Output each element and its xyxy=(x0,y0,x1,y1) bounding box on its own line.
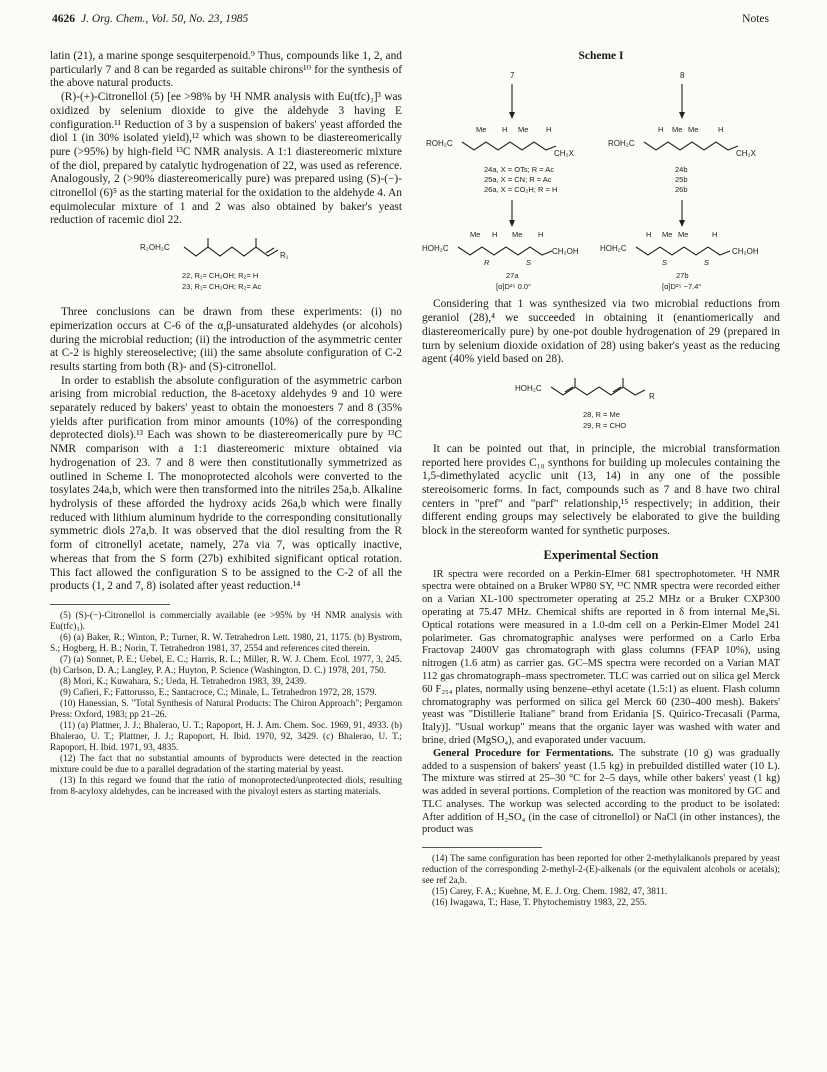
footnotes-left xyxy=(50,611,402,798)
compound-label-24b: 24b xyxy=(675,164,688,174)
footnote: (13) In this regard we found that the ratio of monoprotected/unprotected diols, resulting from 8-acyloxy aldehydes, can be increased with the pivaloyl esters as starting materials. xyxy=(50,775,402,797)
config-label: R xyxy=(484,257,490,267)
compound-label-26b: 26b xyxy=(675,184,688,194)
structure-28-29 xyxy=(501,375,701,435)
footnotes-right xyxy=(422,854,780,909)
h-label: H xyxy=(646,229,652,239)
struct-label-ch2x: CH₂X xyxy=(554,148,574,158)
struct-label-ch2oh: CH₂OH xyxy=(552,246,579,256)
methyl-label: Me xyxy=(688,124,699,134)
footnote: (10) Hanessian, S. "Total Synthesis of Natural Products: The Chiron Approach"; Pergamon Press: Oxford, 1983; pp 21–26. xyxy=(50,698,402,720)
arrow-head xyxy=(509,112,515,119)
carbon-chain xyxy=(644,142,738,150)
arrow-head xyxy=(509,220,515,227)
structure-22-23 xyxy=(126,236,326,298)
h-label: H xyxy=(492,229,498,239)
h-label: H xyxy=(658,124,664,134)
footnote: (12) The fact that no substantial amounts of byproducts were detected in the reaction mixture could be due to a parallel degradation of the starting material by yeast. xyxy=(50,753,402,775)
compound-label-23: 23, R₁= CH₂OH; R₂= Ac xyxy=(182,282,262,292)
page-number: 4626 xyxy=(52,13,75,25)
rotation-27a: [α]D²⁵ 0.0° xyxy=(496,281,532,291)
arrow-head xyxy=(679,220,685,227)
paragraph: In order to establish the absolute configuration of the asymmetric carbon arising from microbial reduction, the 8-acetoxy aldehydes 9 and 10 were separately reduced by bakers' yeast to obtain the monoesters 7 and 8 (35% yields after purification from minor amounts (10%) of the corresponding deprotected diols).¹³ Each was shown to be diastereomerically pure by ¹³C NMR comparison with a 1:1 diastereomeric mixture obtained via hydrogenation of 23. 7 and 8 were then constitutionally symmetrized as outlined in Scheme I. The monoprotected alcohols were converted to the tosylates 24a,b, which were then transformed into the nitriles 25a,b. Alkaline hydrolysis of these afforded the hydroxy acids 26a,b which were finally reduced with lithium aluminum hydride to the corresponding consitutionally symmetric diols 27a,b. It was observed that the diol resulting from the R form of citronellyl acetate, namely, 27a via 7, was optically inactive, whereas that from the S form (27b) exhibited significant optical rotation. This fact allowed the configuration S to be assigned to the C-2 of all the products (1, 2 and 7, 8) isolated after yeast reduction.¹⁴ xyxy=(50,374,402,593)
carbon-chain xyxy=(462,142,556,150)
section-label: Notes xyxy=(742,13,769,25)
struct-label-ch2x: CH₂X xyxy=(736,148,756,158)
paragraph: Three conclusions can be drawn from these experiments: (i) no epimerization occurs at C-6 of the α,β-unsaturated aldehydes (or alcohols) during the microbial reduction; (ii) the introduction of the asymmetric center at C-2 is highly stereoselective; (iii) the same absolute configuration of C-2 results starting from both (R)- and (S)-citronellol. xyxy=(50,306,402,373)
paragraph: IR spectra were recorded on a Perkin-Elmer 681 spectrophotometer. ¹H NMR spectra were obtained on a Bruker WP80 SY, ¹³C NMR spectra were recorded either on a Varian XL-100 spectrometer operating at 25.2 MHz or a Bruker CXP300 operating at 75.47 MHz. Chemical shifts are reported in δ from internal Me₄Si. Optical rotations were measured in a 1.0-dm cell on a Perkin-Elmer Model 241 polarimeter. Gas chromatographic analyses were performed on a Carlo Erba Fractovap 2400V gas chromatograph with glass columns (FFAP 10%), using nitrogen (1.6 atm) as carrier gas. GC–MS spectra were recorded on a Varian MAT 112 gas chromatograph–mass spectrometer. TLC was carried out on silica gel Merck 60 F₂₅₄ plates, normally using benzene–ethyl acetate (1.5:1) as eluent. Flash column chromatography was performed on silica gel Merck 60 (230–400 mesh). Bakers' yeast was "Distillerie Italiane" brand from Eridania [S. Quirico-Trecasali (Parma, Italy)]. "Usual workup" means that the organic layer was washed with water and brine, dried (MgSO₄), and evaporated under vacuum. xyxy=(422,568,780,746)
footnote: (16) Iwagawa, T.; Hase, T. Phytochemistry 1983, 22, 255. xyxy=(432,898,647,909)
running-header xyxy=(52,13,248,25)
config-label: S xyxy=(526,257,532,267)
scheme-title: Scheme I xyxy=(578,50,624,62)
paragraph-text: The substrate (10 g) was gradually added to a suspension of bakers' yeast (1.5 kg) in prebuilded distilled water (10 L). The mixture was stirred at 25–30 °C for 2–5 days, while other bakers' yeast (1 kg) was added in several portions. Completion of the reaction was monitored by GC and TLC analyses. The workup was selected according to the product to be isolated: After addition of H₂SO₄ (in the case of citronellol) or NaCl (in other instances), the product was xyxy=(422,747,780,836)
scheme-compound-8: 8 xyxy=(680,70,685,80)
run-in-heading: General Procedure for Fermentations. xyxy=(433,747,614,759)
methyl-label: Me xyxy=(678,229,689,239)
compound-label-27a: 27a xyxy=(506,270,519,280)
footnote: (5) (S)-(−)-Citronellol is commercially available (ee >95% by ¹H NMR analysis with Eu(tfc)₃). xyxy=(50,610,402,632)
methyl-label: Me xyxy=(476,124,487,134)
double-bond xyxy=(266,248,274,253)
footnote: (6) (a) Baker, R.; Winton, P.; Turner, R. W. Tetrahedron Lett. 1980, 21, 1175. (b) Bystrom, S.; Hogberg, H. B.; Norin, T. Tetrahedron 1981, 37, 2554 and references cited therein. xyxy=(50,632,402,654)
compound-label-24a: 24a, X = OTs; R = Ac xyxy=(484,164,555,174)
struct-label-r2: R₂OH₂C xyxy=(140,243,170,253)
config-label: S xyxy=(704,257,710,267)
compound-label-26a: 26a, X = CO₂H; R = H xyxy=(484,184,558,194)
arrow-head xyxy=(679,112,685,119)
methyl-label: Me xyxy=(672,124,683,134)
journal-citation: J. Org. Chem., Vol. 50, No. 23, 1985 xyxy=(81,13,249,25)
footnote: (11) (a) Plattner, J. J.; Bhalerao, U. T.; Rapoport, H. J. Am. Chem. Soc. 1969, 91, 4933. (b) Bhalerao, U. T.; Plattner, J. J.; Rapoport, H. Ibid. 1970, 92, 3429. (c) Bhalerao, U. T.; Rapoport, H. Ibid. 1971, 93, 4835. xyxy=(50,720,402,753)
compound-label-25b: 25b xyxy=(675,174,688,184)
carbon-chain xyxy=(184,247,278,256)
carbon-chain xyxy=(551,387,645,395)
paragraph: latin (21), a marine sponge sesquiterpenoid.⁹ Thus, compounds like 1, 2, and particularly 7 and 8 can be regarded as suitable chirons¹⁰ for the synthesis of the above natural products. xyxy=(50,50,402,90)
paragraph: It can be pointed out that, in principle, the microbial transformation reported here provides C₁₀ synthons for building up molecules containing the 1,5-dimethylated acyclic unit (13, 14) in any one of the possible stereoisomeric forms. In fact, compounds such as 7 and 8 have two chiral centers in "pref" and "parf" relationship,¹⁵ respectively; in addition, their different ending groups may selectively be elaborated to give the building block in the stereoform wanted for synthetic purposes. xyxy=(422,442,780,538)
footnote: (8) Mori, K.; Kuwahara, S.; Ueda, H. Tetrahedron 1983, 39, 2439. xyxy=(60,676,307,687)
carbon-chain xyxy=(636,247,730,255)
struct-label-roh2c: ROH₂C xyxy=(426,138,453,148)
struct-label-ch2oh: CH₂OH xyxy=(732,246,759,256)
section-heading: Experimental Section xyxy=(543,547,659,562)
h-label: H xyxy=(712,229,718,239)
struct-label-roh2c: ROH₂C xyxy=(608,138,635,148)
h-label: H xyxy=(538,229,544,239)
footnote-rule xyxy=(422,847,542,848)
compound-label-27b: 27b xyxy=(676,270,689,280)
scheme-i xyxy=(422,66,780,294)
footnote: (7) (a) Sonnet, P. E.; Uebel, E. C.; Harris, R. L.; Miller, R. W. J. Chem. Ecol. 1977, 3, 245. (b) Carlson, D. A.; Langley, P. A.; Huyton, P. Science (Washington, D. C.) 1978, 201, 750. xyxy=(50,654,402,676)
left-column xyxy=(50,50,402,798)
h-label: H xyxy=(718,124,724,134)
footnote-rule xyxy=(50,604,170,605)
methyl-label: Me xyxy=(512,229,523,239)
struct-label-hoh2c: HOH₂C xyxy=(422,243,449,253)
footnote: (14) The same configuration has been reported for other 2-methylalkanols prepared by yeast reduction of the corresponding 2-methyl-2-(E)-alkenals (or the equivalent alcohols or acetals); see ref 2a,b. xyxy=(422,854,780,887)
experimental-body xyxy=(422,569,780,838)
compound-label-22: 22, R₁= CH₂OH; R₂= H xyxy=(182,271,259,281)
methyl-label: Me xyxy=(470,229,481,239)
methyl-label: Me xyxy=(518,124,529,134)
footnote: (9) Cafieri, F.; Fattorusso, E.; Santacroce, C.; Minale, L. Tetrahedron 1972, 28, 1579. xyxy=(60,687,377,698)
compound-label-28: 28, R = Me xyxy=(583,409,620,419)
scheme-compound-7: 7 xyxy=(510,70,515,80)
paragraph: (R)-(+)-Citronellol (5) [ee >98% by ¹H NMR analysis with Eu(tfc)₃]³ was oxidized by selenium dioxide to give the aldehyde 3 having E configuration.¹¹ Reduction of 3 by a suspension of bakers' yeast afforded the diol 1 (in 30% isolated yield),¹² which was shown to be diastereomerically pure (>95%) by high-field ¹³C NMR analysis. A 1:1 diastereomeric mixture of the diol, prepared by catalytic hydrogenation of 22, was used as reference. Analogously, 2 (>90% diastereomerically pure) was prepared using (S)-(−)-citronellol (6)⁵ as the starting material for the oxidation to the aldehyde 4. An equimolecular mixture of 1 and 2 was also obtained by baker's yeast reduction of racemic diol 22. xyxy=(50,91,402,227)
paragraph xyxy=(422,748,780,838)
compound-label-25a: 25a, X = CN; R = Ac xyxy=(484,174,552,184)
struct-label-hoh2c: HOH₂C xyxy=(515,383,542,393)
paragraph: Considering that 1 was synthesized via two microbial reductions from geraniol (28),⁴ we succeeded in obtaining it (enantiomerically and diastereomerically pure) by one-pot double hydrogenation of 29 (prepared in turn by selenium dioxide oxidation of 28) using baker's yeast as the reducing agent (40% yield based on 28). xyxy=(422,298,780,366)
footnote: (15) Carey, F. A.; Kuehne, M. E. J. Org. Chem. 1982, 47, 3811. xyxy=(432,887,668,898)
rotation-27b: [α]D²⁵ −7.4° xyxy=(662,281,702,291)
h-label: H xyxy=(502,124,508,134)
right-column xyxy=(422,50,780,909)
carbon-chain xyxy=(458,247,552,255)
struct-label-r1: R₁ xyxy=(280,251,289,261)
compound-label-29: 29, R = CHO xyxy=(583,420,627,430)
h-label: H xyxy=(546,124,552,134)
struct-label-r: R xyxy=(649,391,655,401)
struct-label-hoh2c: HOH₂C xyxy=(600,243,627,253)
methyl-label: Me xyxy=(662,229,673,239)
config-label: S xyxy=(662,257,668,267)
